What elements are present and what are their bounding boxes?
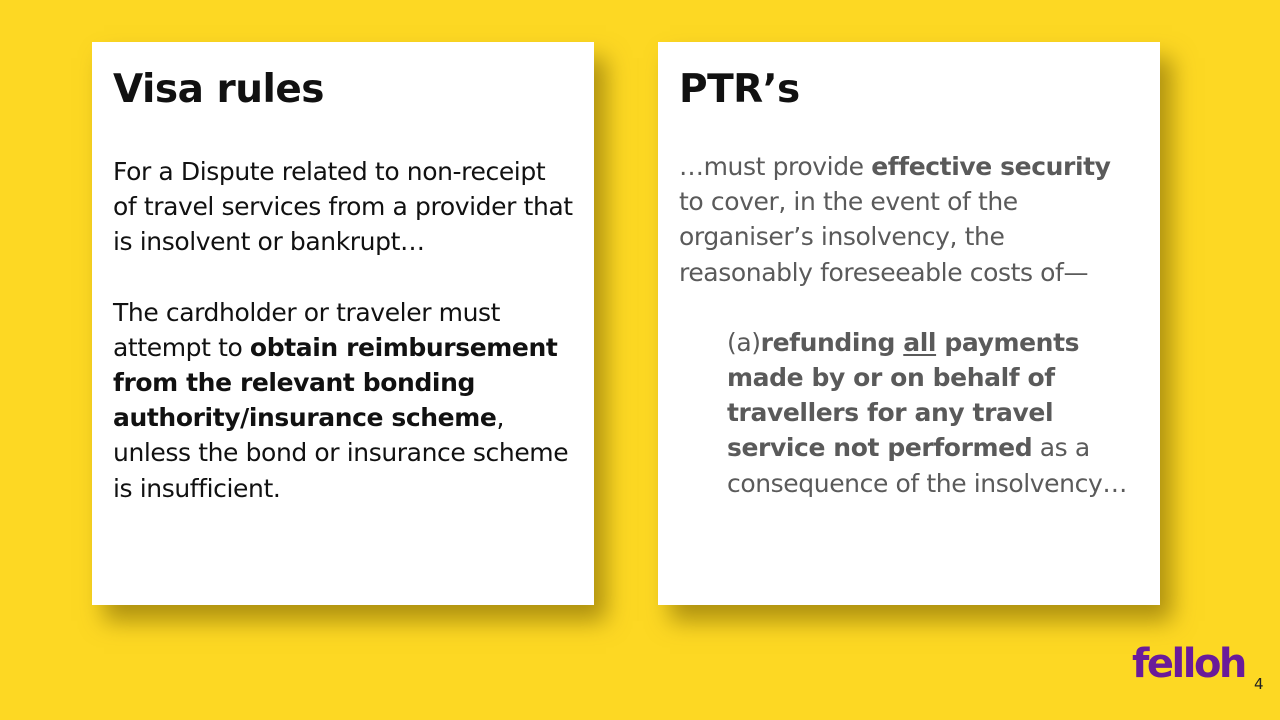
visa-rules-title: Visa rules xyxy=(113,67,325,112)
visa-rules-intro: For a Dispute related to non-receipt of travel services from a provider that is insolvent or bankrupt… xyxy=(113,157,573,257)
visa-rules-requirement xyxy=(113,295,574,506)
ptrs-security-bold: effective security xyxy=(871,152,1111,181)
ptrs-title: PTR’s xyxy=(679,67,800,112)
ptrs-security-tail: to cover, in the event of the organiser’s insolvency, the reasonably foreseeable costs of— xyxy=(679,187,1089,287)
visa-rules-requirement-bold: obtain reimbursement from the relevant bonding authority/insurance scheme xyxy=(113,332,558,433)
ptrs-refund-bold-start: refunding xyxy=(760,327,904,357)
ptrs-security-paragraph xyxy=(679,149,1140,290)
visa-rules-requirement-lead: The cardholder or traveler must attempt to xyxy=(113,297,501,362)
visa-rules-card xyxy=(92,42,594,605)
page-number: 4 xyxy=(1254,675,1264,693)
ptrs-refund-tail: as a consequence of the insolvency… xyxy=(727,433,1127,498)
ptrs-refund-bold-underlined: all xyxy=(903,327,937,357)
ptrs-security-lead: …must provide xyxy=(679,152,872,181)
visa-rules-requirement-tail: , unless the bond or insurance scheme is insufficient. xyxy=(113,403,569,503)
ptrs-refund-bold-end: payments made by or on behalf of travellers for any travel service not performed xyxy=(727,327,1080,463)
ptrs-card xyxy=(658,42,1160,605)
felloh-logo: felloh xyxy=(1132,641,1245,687)
ptrs-refund-prefix: (a) xyxy=(727,327,761,357)
ptrs-refund-clause xyxy=(727,325,1140,501)
